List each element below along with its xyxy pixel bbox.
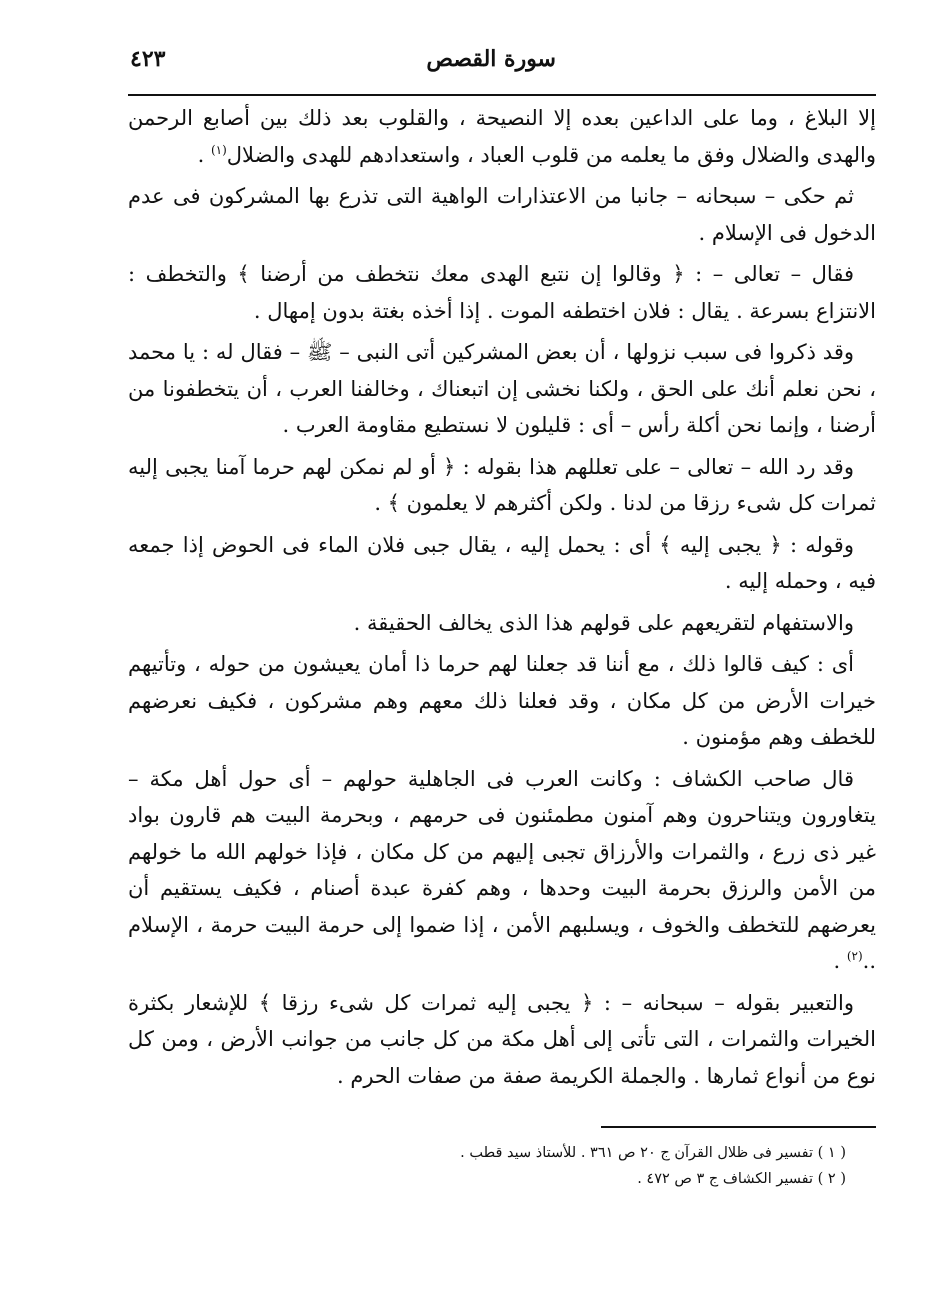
paragraph: والاستفهام لتقريعهم على قولهم هذا الذى يخالف الحقيقة . bbox=[353, 610, 854, 635]
surah-title: سورة القصص bbox=[426, 46, 556, 72]
paragraph: والتعبير بقوله – سبحانه – : ﴿ يجبى إليه ثمرات كل شىء رزقا ﴾ للإشعار بكثرة الخيرات والثمرات ، التى تأتى إلى أهل مكة من كل جانب من جوانب الأرض ، ومن كل نوع من أنواع ثمارها . والجملة الكريمة صفة من صفات الحرم . bbox=[128, 990, 876, 1088]
footnote: ( ٢ ) تفسير الكشاف ج ٣ ص ٤٧٢ . bbox=[637, 1171, 846, 1187]
page-header bbox=[128, 44, 876, 84]
paragraph: وقد ذكروا فى سبب نزولها ، أن بعض المشركين أتى النبى – ﷺ – فقال له : يا محمد ، نحن نعلم أنك على الحق ، ولكنا نخشى إن اتبعناك ، وخالفنا العرب ، أن يتخطفونا من أرضنا ، وإنما نحن أكلة رأس – أى : قليلون لا نستطيع مقاومة العرب . bbox=[128, 340, 876, 437]
footnote: ( ١ ) تفسير فى ظلال القرآن ج ٢٠ ص ٣٦١ . للأستاذ سيد قطب . bbox=[460, 1145, 846, 1161]
page-number: ٤٢٣ bbox=[130, 46, 166, 72]
footnote-divider bbox=[601, 1126, 876, 1128]
paragraph: إلا البلاغ ، وما على الداعين بعده إلا النصيحة ، والقلوب بعد ذلك بين أصابع الرحمن والهدى والضلال وفق ما يعلمه من قلوب العباد ، واستعدادهم للهدى والضلال$^{(١)}$ . bbox=[128, 106, 876, 167]
main-text bbox=[128, 100, 876, 1099]
paragraph: وقوله : ﴿ يجبى إليه ﴾ أى : يحمل إليه ، يقال جبى فلان الماء فى الحوض إذا جمعه فيه ، وحمله إليه . bbox=[128, 532, 876, 593]
paragraph: فقال – تعالى – : ﴿ وقالوا إن نتبع الهدى معك نتخطف من أرضنا ﴾ والتخطف : الانتزاع بسرعة . يقال : فلان اختطفه الموت . إذا أخذه بغتة بدون إمهال . bbox=[128, 262, 876, 323]
paragraph: أى : كيف قالوا ذلك ، مع أننا قد جعلنا لهم حرما ذا أمان يعيشون من حوله ، وتأتيهم خيرات الأرض من كل مكان ، وقد فعلنا ذلك معهم وهم مشركون ، فكيف نعرضهم للخطف وهم مؤمنون . bbox=[128, 652, 876, 749]
footnote-mark: (٢) bbox=[846, 949, 863, 963]
footnotes bbox=[128, 1140, 876, 1192]
book-page bbox=[128, 0, 876, 1295]
header-divider bbox=[128, 94, 876, 96]
paragraph: وقد رد الله – تعالى – على تعللهم هذا بقوله : ﴿ أو لم نمكن لهم حرما آمنا يجبى إليه ثمرات كل شىء رزقا من لدنا . ولكن أكثرهم لا يعلمون ﴾ . bbox=[128, 454, 876, 515]
paragraph: ثم حكى – سبحانه – جانبا من الاعتذارات الواهية التى تذرع بها المشركون فى عدم الدخول فى الإسلام . bbox=[128, 184, 876, 245]
paragraph: قال صاحب الكشاف : وكانت العرب فى الجاهلية حولهم – أى حول أهل مكة – يتغاورون ويتناحرون وهم آمنون مطمئنون فى حرمهم ، وبحرمة البيت هم قارون بواد غير ذى زرع ، والثمرات والأرزاق تجبى إليهم من كل مكان ، فإذا خولهم الله ما خولهم من الأمن والرزق بحرمة البيت وحدها ، وهم كفرة عبدة أصنام ، فكيف يستقيم أن يعرضهم للتخطف والخوف ، ويسلبهم الأمن ، إذا ضموا إلى حرمة البيت حرمة ، الإسلام ..$^{(٢)}$ . bbox=[128, 766, 876, 973]
footnote-mark: (١) bbox=[210, 142, 227, 157]
